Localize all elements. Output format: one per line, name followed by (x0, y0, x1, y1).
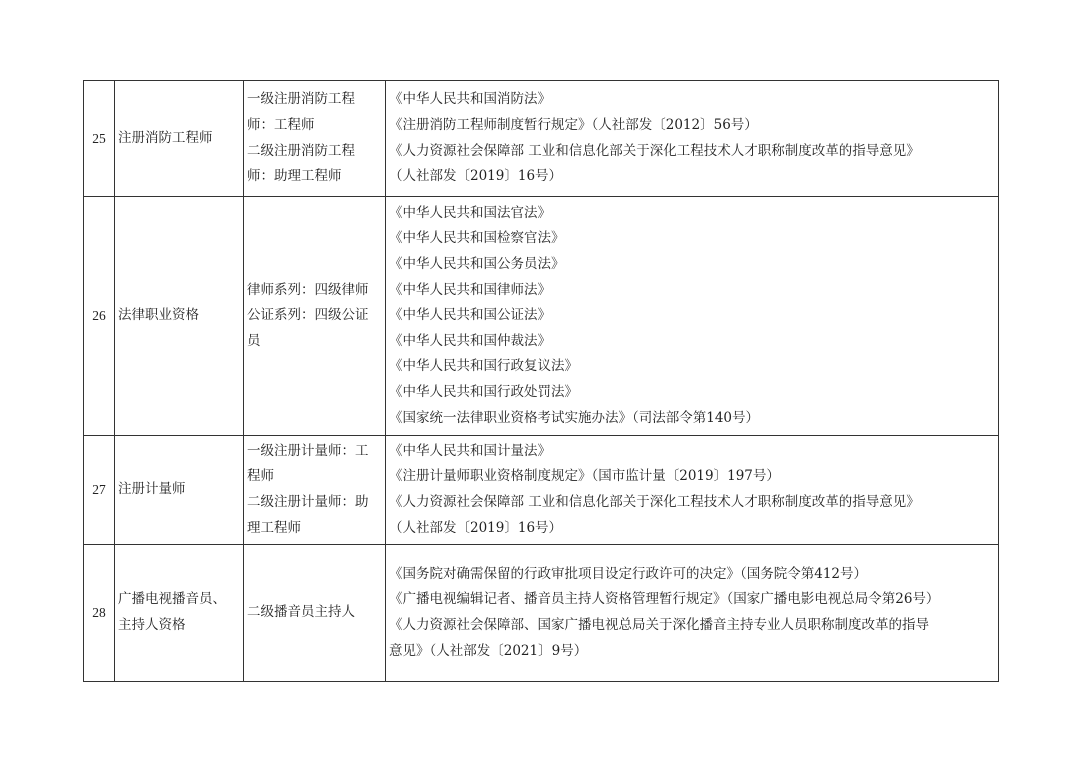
qualification-name (115, 436, 244, 545)
cell-text-line: 公证系列：四级公证 (247, 307, 369, 324)
cell-text-line: 注册计量师 (118, 481, 186, 498)
table-row (84, 545, 999, 682)
legal-basis (386, 81, 999, 197)
cell-text-line: 法律职业资格 (118, 307, 199, 324)
cell-text-line: 意见》（人社部发〔2021〕9号） (389, 642, 588, 659)
cell-text-line: 《中华人民共和国公证法》 (389, 307, 551, 324)
cell-text-line: （人社部发〔2019〕16号） (389, 168, 563, 185)
cell-text-line: （人社部发〔2019〕16号） (389, 519, 563, 536)
cell-text-line: 律师系列：四级律师 (247, 281, 369, 298)
cell-text-line: 《人力资源社会保障部、国家广播电视总局关于深化播音主持专业人员职称制度改革的指导 (389, 617, 929, 633)
table-row (84, 197, 999, 436)
cell-text-line: 主持人资格 (118, 617, 186, 633)
cell-text-line: 广播电视播音员、 (118, 591, 226, 608)
qualification-level (244, 197, 386, 436)
row-number: 28 (84, 545, 115, 682)
cell-text-line: 《中华人民共和国仲裁法》 (389, 332, 551, 349)
table-body (84, 81, 999, 682)
legal-basis (386, 197, 999, 436)
qualification-level (244, 545, 386, 682)
table-row (84, 436, 999, 545)
table-row (84, 81, 999, 197)
qualification-level (244, 81, 386, 197)
cell-text-line: 《中华人民共和国公务员法》 (389, 256, 565, 273)
cell-text-line: 《注册消防工程师制度暂行规定》（人社部发〔2012〕56号） (389, 116, 758, 133)
row-number: 27 (84, 436, 115, 545)
cell-text-line: 注册消防工程师 (118, 129, 213, 146)
cell-text-line: 《中华人民共和国律师法》 (389, 281, 551, 298)
cell-text-line: 二级注册计量师：助 (247, 494, 369, 510)
qualification-table (83, 80, 999, 682)
row-number: 26 (84, 197, 115, 436)
cell-text-line: 员 (247, 332, 261, 349)
cell-text-line: 《人力资源社会保障部 工业和信息化部关于深化工程技术人才职称制度改革的指导意见》 (389, 142, 920, 159)
cell-text-line: 《中华人民共和国法官法》 (389, 204, 551, 221)
cell-text-line: 程师 (247, 468, 274, 485)
cell-text-line: 《中华人民共和国计量法》 (389, 442, 551, 459)
row-number: 25 (84, 81, 115, 197)
cell-text-line: 《中华人民共和国消防法》 (389, 91, 551, 108)
cell-text-line: 理工程师 (247, 519, 301, 536)
cell-text-line: 《国家统一法律职业资格考试实施办法》（司法部令第140号） (389, 409, 760, 426)
cell-text-line: 一级注册消防工程 (247, 91, 355, 108)
cell-text-line: 《中华人民共和国行政复议法》 (389, 358, 578, 375)
cell-text-line: 《中华人民共和国行政处罚法》 (389, 383, 578, 400)
cell-text-line: 《国务院对确需保留的行政审批项目设定行政许可的决定》（国务院令第412号） (389, 565, 868, 582)
cell-text-line: 一级注册计量师：工 (247, 442, 369, 459)
cell-text-line: 师：工程师 (247, 116, 315, 133)
cell-text-line: 《人力资源社会保障部 工业和信息化部关于深化工程技术人才职称制度改革的指导意见》 (389, 494, 920, 510)
cell-text-line: 《中华人民共和国检察官法》 (389, 230, 565, 247)
qualification-name (115, 81, 244, 197)
qualification-name (115, 545, 244, 682)
qualification-level (244, 436, 386, 545)
cell-text-line: 《注册计量师职业资格制度规定》（国市监计量〔2019〕197号） (389, 468, 780, 485)
cell-text-line: 二级注册消防工程 (247, 142, 355, 159)
cell-text-line: 二级播音员主持人 (247, 604, 355, 621)
qualification-name (115, 197, 244, 436)
cell-text-line: 《广播电视编辑记者、播音员主持人资格管理暂行规定》（国家广播电影电视总局令第26号） (389, 591, 940, 608)
legal-basis (386, 436, 999, 545)
legal-basis (386, 545, 999, 682)
cell-text-line: 师：助理工程师 (247, 168, 342, 185)
